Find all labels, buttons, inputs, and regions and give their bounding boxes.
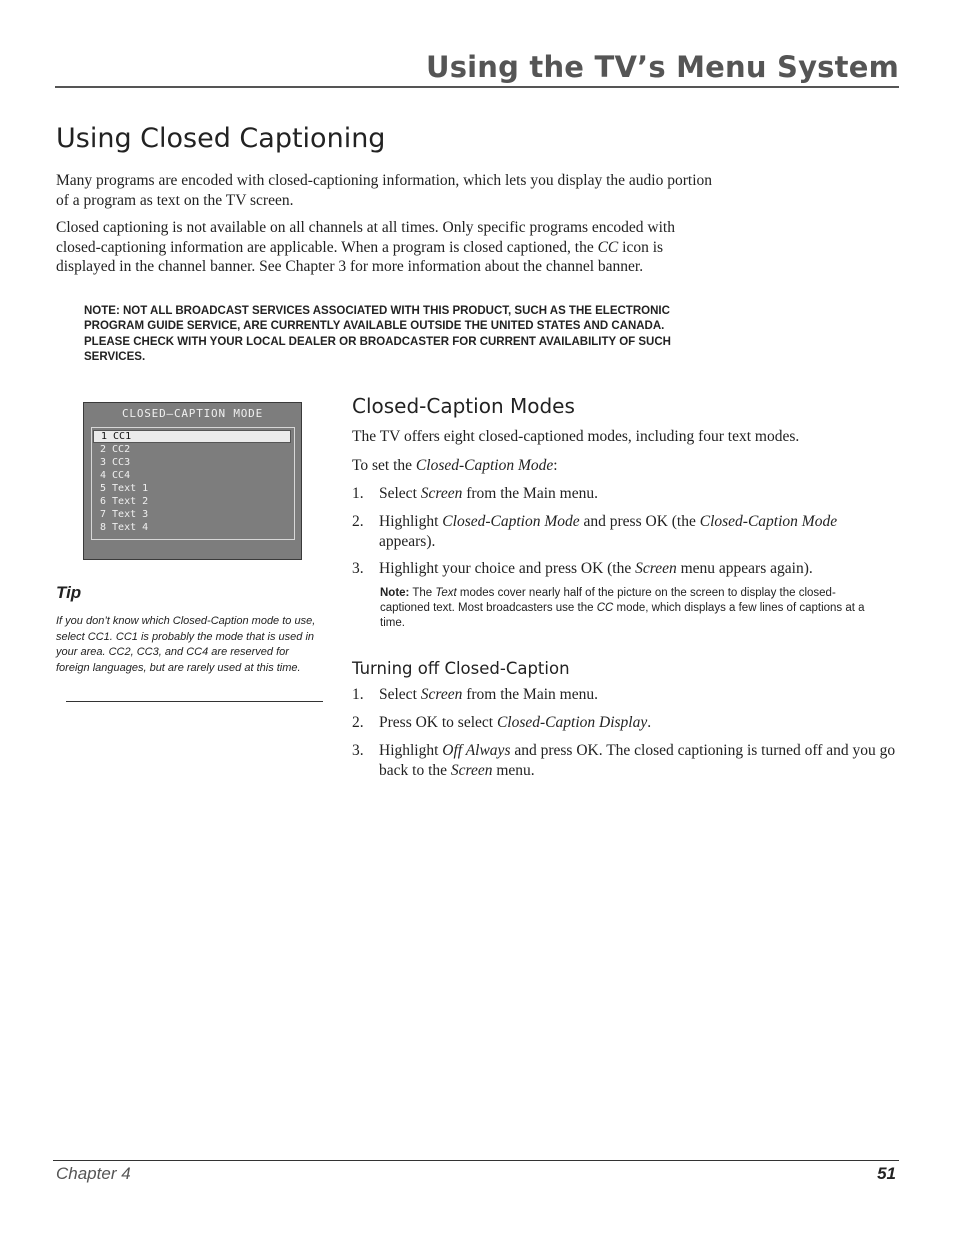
step-text-part: Select xyxy=(379,485,421,502)
modes-step-2 xyxy=(352,512,897,551)
to-set-part-2: : xyxy=(553,457,558,474)
to-set-em: Closed-Caption Mode xyxy=(415,457,554,474)
step-text-part: and press OK. The closed captioning is turned off and you go back to the xyxy=(379,742,896,779)
modes-step-3 xyxy=(352,559,897,579)
step-text-part: Highlight your choice and press OK (the xyxy=(379,560,636,577)
tv-menu-item-cc4: 4 CC4 xyxy=(100,470,131,481)
step-text-em: Screen xyxy=(450,761,493,779)
step-text-part: Press OK to select xyxy=(379,714,497,731)
step-text-em: Screen xyxy=(420,485,463,502)
step-text xyxy=(379,741,897,780)
tv-menu-list xyxy=(91,427,295,540)
step-text-part: menu appears again). xyxy=(676,560,813,577)
step-text-part: menu. xyxy=(492,761,535,779)
footer-rule xyxy=(53,1160,899,1161)
running-header-title: Using the TV’s Menu System xyxy=(425,50,899,84)
modes-step-1 xyxy=(352,484,897,504)
intro-paragraph-1: Many programs are encoded with closed-captioning information, which lets you display the audio portion of a program as text on the TV screen. xyxy=(56,172,713,209)
tv-menu-item-cc1: 1 CC1 xyxy=(93,430,291,443)
step-text xyxy=(379,484,897,504)
tip-text: If you don’t know which Closed-Caption mode to use, select CC1. CC1 is probably the mode that is used in your area. CC2, CC3, and CC4 are reserved for foreign languages, but are rarely used at this time. xyxy=(56,615,316,675)
intro-paragraph-2-part-1: Closed captioning is not available on all channels at all times. Only specific programs encoded with closed-captioning information are applicable. When a program is closed captioned, the xyxy=(56,219,675,256)
turning-off-heading: Turning off Closed-Caption xyxy=(352,659,570,678)
step-text-em: Off Always xyxy=(442,742,511,759)
step-number: 2. xyxy=(352,513,364,530)
step-number: 3. xyxy=(352,742,364,759)
note-part: modes cover nearly half of the picture on the screen to display the closed-captioned text. Most broadcasters use the xyxy=(380,587,836,615)
step-text xyxy=(379,685,897,705)
page-title: Using Closed Captioning xyxy=(56,123,386,154)
tv-menu-item-text1: 5 Text 1 xyxy=(100,483,149,494)
note-label: Note: xyxy=(380,587,410,599)
note-part: The xyxy=(409,587,436,599)
to-set-part-1: To set the xyxy=(352,457,416,474)
availability-note: NOTE: NOT ALL BROADCAST SERVICES ASSOCIATED WITH THIS PRODUCT, SUCH AS THE ELECTRONIC PROGRAM GUIDE SERVICE, ARE CURRENTLY AVAILABLE OUTSIDE THE UNITED STATES AND CANADA. PLEASE CHECK WITH YOUR LOCAL DEALER OR BROADCASTER FOR CURRENT AVAILABILITY OF SUCH SERVICES. xyxy=(84,305,671,363)
page-number: 51 xyxy=(877,1164,896,1183)
to-set-line xyxy=(352,456,897,476)
step-text-part: Highlight xyxy=(379,742,443,759)
tv-menu-item-cc3: 3 CC3 xyxy=(100,457,131,468)
step-text-part: appears). xyxy=(379,532,436,550)
step-number: 1. xyxy=(352,485,364,502)
step-text-part: from the Main menu. xyxy=(462,485,598,502)
tv-menu-item-text3: 7 Text 3 xyxy=(100,509,149,520)
step-text-part: . xyxy=(647,714,652,731)
step-text-em: Screen xyxy=(635,560,677,577)
tv-menu-item-text4: 8 Text 4 xyxy=(100,522,149,533)
tip-heading: Tip xyxy=(56,583,82,602)
intro-paragraph-2-part-2: icon is displayed in the channel banner. See Chapter 3 for more information about the channel banner. xyxy=(56,238,664,275)
step-number: 2. xyxy=(352,714,364,731)
note-em: CC xyxy=(596,602,614,615)
step-text-part: from the Main menu. xyxy=(462,686,598,703)
tip-rule xyxy=(66,701,323,702)
step-number: 1. xyxy=(352,686,364,703)
note-em: Text xyxy=(435,587,457,599)
step-number: 3. xyxy=(352,560,364,577)
step-text-em: Closed-Caption Display xyxy=(496,714,648,731)
step-text-part: and press OK (the xyxy=(579,513,700,530)
tv-menu-title: CLOSED–CAPTION MODE xyxy=(121,407,264,420)
off-step-2 xyxy=(352,713,897,733)
step-text xyxy=(379,559,897,579)
step-text-em: Screen xyxy=(420,686,463,703)
step-text-em: Closed-Caption Mode xyxy=(442,513,580,530)
header-rule xyxy=(55,86,899,88)
note-part: mode, which displays a few lines of captions at a time. xyxy=(380,602,865,630)
cc-icon-text: CC xyxy=(597,238,619,256)
step-text-em: Closed-Caption Mode xyxy=(699,513,838,530)
intro-paragraph-2 xyxy=(56,218,721,277)
step-text xyxy=(379,713,897,733)
tv-menu-item-text2: 6 Text 2 xyxy=(100,496,149,507)
modes-intro: The TV offers eight closed-captioned modes, including four text modes. xyxy=(352,428,800,445)
closed-caption-modes-heading: Closed-Caption Modes xyxy=(352,394,575,418)
footer-chapter: Chapter 4 xyxy=(56,1164,131,1183)
tv-menu-item-cc2: 2 CC2 xyxy=(100,444,131,455)
off-step-1 xyxy=(352,685,897,705)
step-text-part: Select xyxy=(379,686,421,703)
off-step-3 xyxy=(352,741,897,780)
step-text-part: Highlight xyxy=(379,513,443,530)
text-modes-note xyxy=(380,586,880,632)
closed-caption-menu-screenshot xyxy=(83,402,302,560)
step-text xyxy=(379,512,897,551)
